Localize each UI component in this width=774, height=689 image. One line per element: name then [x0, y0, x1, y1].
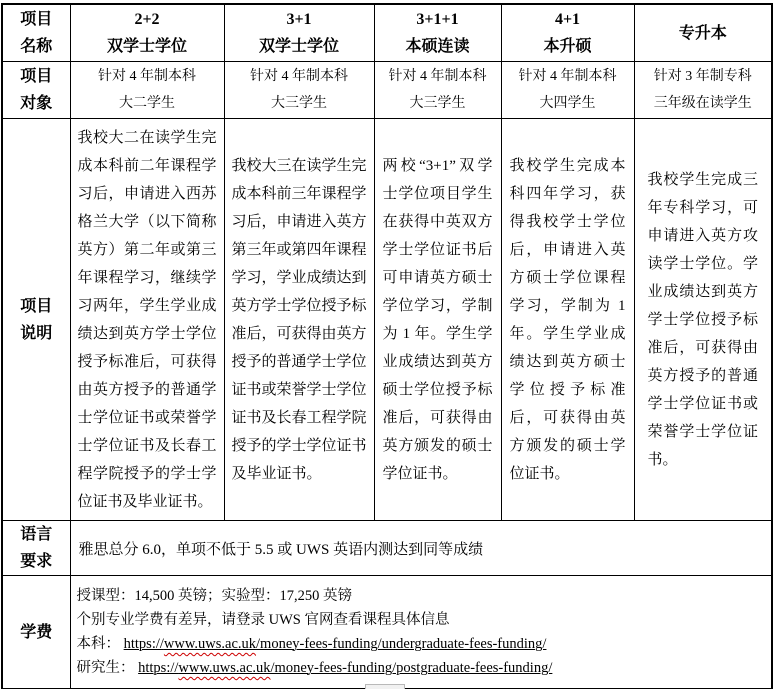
language-requirement-cell — [70, 521, 772, 576]
row-label-program-name — [2, 4, 70, 62]
target-cell-3plus1plus1 — [374, 62, 501, 119]
description-cell-3plus1plus1 — [374, 119, 501, 521]
row-label-line: 项目 — [20, 68, 53, 85]
target-cell-4plus1 — [501, 62, 634, 119]
row-label-tuition — [2, 576, 70, 689]
target-cell-zhuanshengben — [634, 62, 772, 119]
program-title: 双学士学位 — [106, 38, 187, 55]
row-program-description — [2, 119, 772, 521]
tuition-postgraduate-line — [77, 656, 772, 680]
tuition-fees-line: 授课型：14,500 英镑；实验型：17,250 英镑 — [76, 588, 352, 604]
target-cell-3plus1 — [224, 62, 374, 119]
tuition-note-line: 个别专业学费有差异，请登录 UWS 官网查看课程具体信息 — [76, 612, 450, 628]
description-cell-zhuanshengben — [634, 119, 772, 521]
target-line: 针对 4 年制本科 — [518, 69, 617, 84]
target-line: 大二学生 — [119, 96, 175, 111]
row-tuition — [2, 576, 772, 689]
row-label-program-target — [2, 62, 70, 119]
target-line: 针对 3 年制专科 — [653, 69, 752, 84]
postgraduate-fees-link[interactable] — [138, 660, 552, 676]
program-code: 4+1 — [554, 11, 581, 28]
url-path: /money-fees-funding/undergraduate-fees-funding/ — [256, 636, 547, 652]
description-text: 我校大三在读学生完成本科前三年课程学习后，申请进入英方第三年或第四年课程学习，学业成绩达到英方学士学位授予标准后，可获得由英方授予的普通学士学位证书或荣誉学士学位证书及长春工程学院授予的学士学位证书及毕业证书。 — [231, 157, 367, 482]
row-label-program-description — [2, 119, 70, 521]
program-title: 双学士学位 — [258, 38, 339, 55]
url-path: /money-fees-funding/postgraduate-fees-funding/ — [270, 660, 553, 676]
row-label-line: 对象 — [20, 95, 53, 112]
target-line: 针对 4 年制本科 — [388, 69, 487, 84]
url-domain: www.uws.ac.uk — [163, 636, 257, 652]
row-label-line: 语言 — [20, 526, 53, 543]
description-text: 我校学生完成三年专科学习，可申请进入英方攻读学士学位。学业成绩达到英方学士学位授予标准后，可获得由英方授予的普通学士学位证书或荣誉学士学位证书。 — [647, 171, 758, 468]
tuition-undergraduate-line — [77, 632, 772, 656]
description-text: 我校学生完成本科四年学习，获得我校学士学位后，申请进入英方硕士学位课程学习，学制为 1 年。学生学业成绩达到英方硕士学位授予标准后，可获得由英方颁发的硕士学位证书。 — [509, 157, 626, 482]
program-code: 2+2 — [134, 11, 160, 28]
undergraduate-fees-link[interactable] — [124, 636, 547, 652]
row-program-target — [2, 62, 772, 119]
target-line: 大三学生 — [409, 96, 466, 111]
description-text: 我校大二在读学生完成本科前二年课程学习后，申请进入西苏格兰大学（以下简称英方）第二年或第三年课程学习，继续学习两年，学生学业成绩达到英方学士学位授予标准后，可获得由英方授予的普通学士学位证书或荣誉学士学位证书及长春工程学院授予的学士学位证书及毕业证书。 — [77, 129, 217, 510]
url-domain: www.uws.ac.uk — [178, 660, 271, 676]
target-line: 针对 4 年制本科 — [250, 69, 348, 84]
target-line: 三年级在读学生 — [653, 96, 752, 111]
target-line: 大四学生 — [539, 96, 596, 111]
row-label-language — [2, 521, 70, 576]
tuition-cell — [70, 576, 772, 689]
program-header-2plus2 — [70, 4, 224, 62]
postgraduate-label: 研究生： — [76, 660, 135, 676]
language-requirement-text: 雅思总分 6.0，单项不低于 5.5 或 UWS 英语内测达到同等成绩 — [78, 541, 484, 558]
target-line: 大三学生 — [271, 96, 327, 111]
row-language-requirement — [2, 521, 772, 576]
url-prefix: https:// — [138, 660, 179, 676]
row-label-line: 要求 — [20, 553, 53, 570]
row-label-line: 项目 — [20, 297, 53, 315]
program-code: 3+1+1 — [416, 11, 459, 28]
row-label-line: 说明 — [20, 324, 53, 342]
program-code: 3+1 — [286, 11, 312, 28]
url-prefix: https:// — [123, 636, 164, 652]
target-cell-2plus2 — [70, 62, 224, 119]
row-label-line: 项目 — [20, 11, 53, 28]
program-header-4plus1 — [501, 4, 634, 62]
description-cell-2plus2 — [70, 119, 224, 521]
row-label-line: 名称 — [20, 38, 53, 55]
description-cell-4plus1 — [501, 119, 634, 521]
row-label-line: 学费 — [20, 623, 53, 641]
program-title: 专升本 — [678, 24, 727, 42]
undergraduate-label: 本科： — [76, 636, 120, 652]
target-line: 针对 4 年制本科 — [98, 69, 196, 84]
program-title: 本硕连读 — [405, 38, 470, 55]
program-header-3plus1 — [224, 4, 374, 62]
program-header-zhuanshengben — [634, 4, 772, 62]
scrollbar-thumb-fragment[interactable] — [365, 684, 405, 689]
program-comparison-table — [1, 3, 773, 689]
program-header-3plus1plus1 — [374, 4, 501, 62]
description-cell-3plus1 — [224, 119, 374, 521]
description-text: 两校“3+1”双学士学位项目学生在获得中英双方学士学位证书后可申请英方硕士学位学习，学制为 1 年。学生学业成绩达到英方硕士学位授予标准后，可获得由英方颁发的硕士学位证书。 — [382, 157, 493, 482]
program-title: 本升硕 — [543, 38, 592, 55]
row-program-name — [2, 4, 772, 62]
